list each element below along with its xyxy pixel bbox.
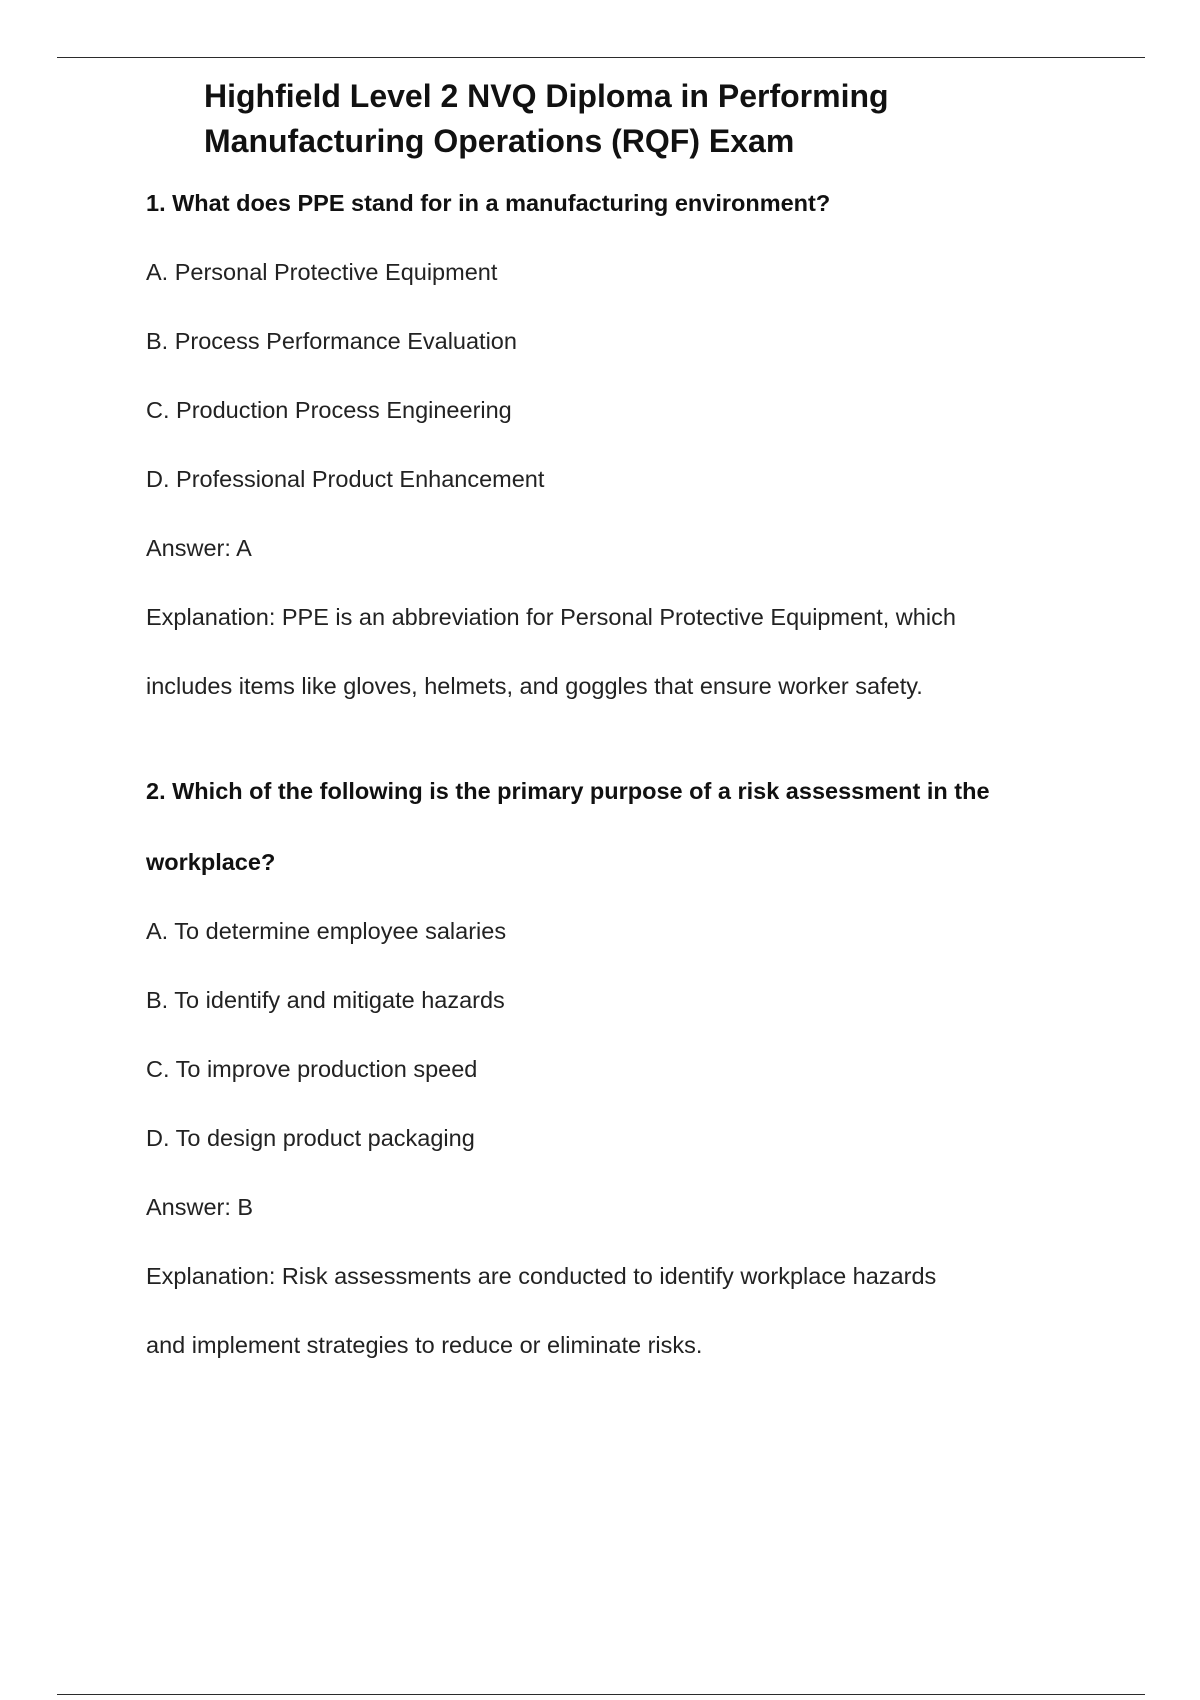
question-1-explanation-line-2: includes items like gloves, helmets, and goggles that ensure worker safety. [146, 673, 923, 699]
question-2-explanation-line-1: Explanation: Risk assessments are conducted to identify workplace hazards [146, 1263, 937, 1289]
question-1-option-b: B. Process Performance Evaluation [146, 328, 517, 354]
footer-rule [57, 1694, 1145, 1695]
question-2-option-d: D. To design product packaging [146, 1125, 475, 1151]
question-2-option-a: A. To determine employee salaries [146, 918, 507, 944]
question-1-option-d: D. Professional Product Enhancement [146, 466, 545, 492]
question-2-text-line-1: 2. Which of the following is the primary purpose of a risk assessment in the [146, 778, 990, 804]
question-1-text: 1. What does PPE stand for in a manufacturing environment? [146, 190, 831, 216]
question-2-option-b: B. To identify and mitigate hazards [146, 987, 505, 1013]
question-1-option-a: A. Personal Protective Equipment [146, 259, 498, 285]
question-2-text-line-2: workplace? [146, 849, 276, 875]
document-title: Highfield Level 2 NVQ Diploma in Performing Manufacturing Operations (RQF) Exam [204, 78, 889, 159]
question-1-answer: Answer: A [146, 535, 252, 561]
question-2-answer: Answer: B [146, 1194, 254, 1220]
question-1-option-c: C. Production Process Engineering [146, 397, 512, 423]
question-2-explanation-line-2: and implement strategies to reduce or eliminate risks. [146, 1332, 703, 1358]
header-rule [57, 57, 1145, 58]
question-1-explanation-line-1: Explanation: PPE is an abbreviation for Personal Protective Equipment, which [146, 604, 956, 630]
question-2-option-c: C. To improve production speed [146, 1056, 478, 1082]
